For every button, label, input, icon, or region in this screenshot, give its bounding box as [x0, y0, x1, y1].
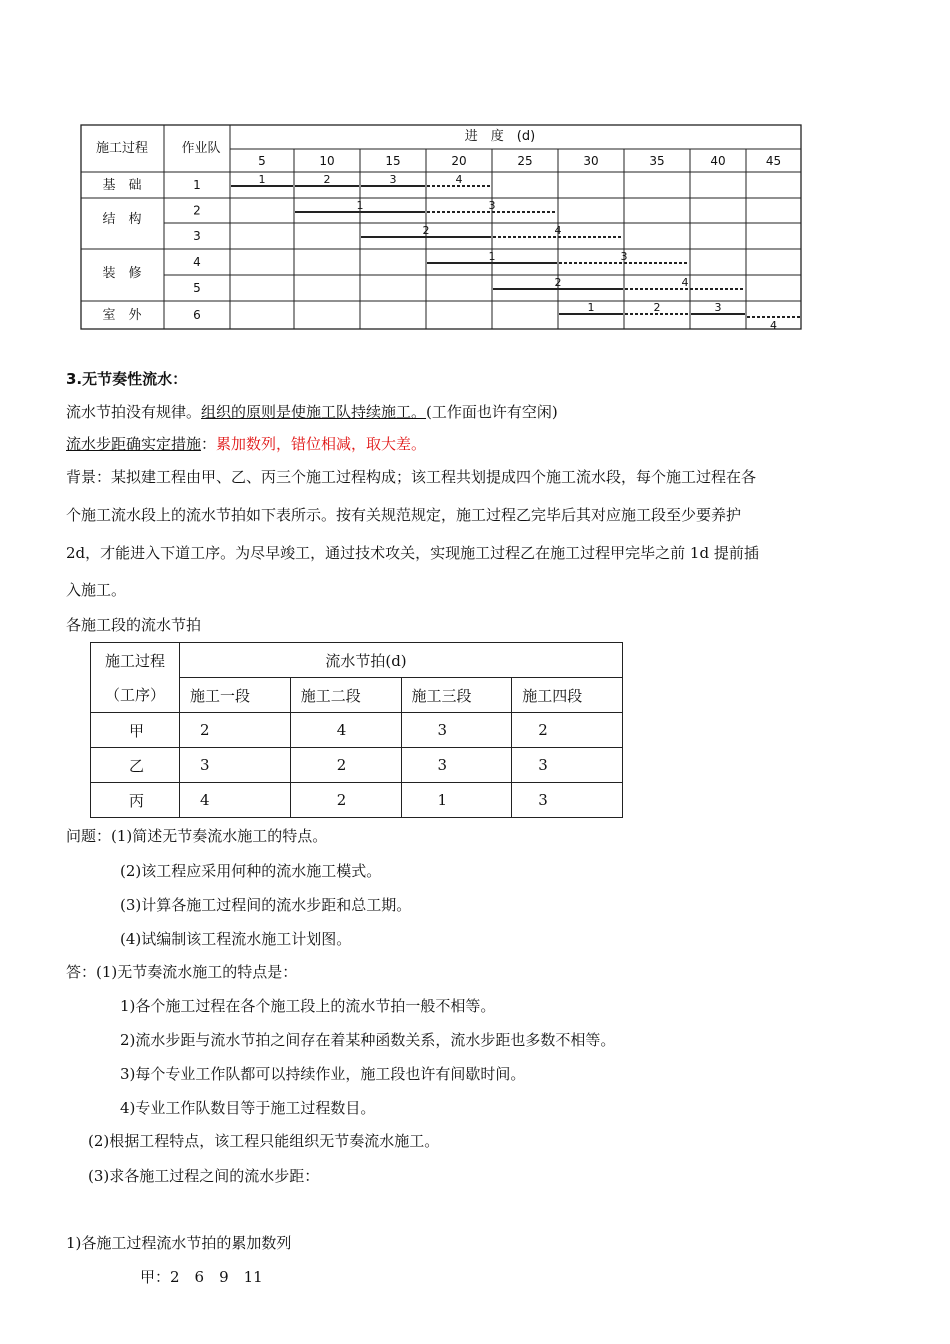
beat-table: [90, 642, 623, 818]
cumulative-series-jia: 甲：2 6 9 11: [140, 1268, 263, 1286]
background-line-2: 个施工流水段上的流水节拍如下表所示。按有关规范规定，施工过程乙完毕后其对应施工段至少要养护: [66, 506, 742, 524]
progress-tick-label: 30: [583, 154, 599, 168]
answer-1-point-1: 1)各个施工过程在各个施工段上的流水节拍一般不相等。: [120, 997, 496, 1015]
progress-tick-label: 45: [765, 154, 782, 168]
schedule-bar-label: 4: [770, 319, 777, 332]
question-4: (4)试编制该工程流水施工计划图。: [120, 930, 352, 948]
schedule-bar-label: 2: [653, 301, 661, 314]
schedule-header-progress: 进 度 (d): [464, 129, 536, 144]
cell-value: 3: [512, 748, 623, 783]
answer-1-point-3: 3)每个专业工作队都可以持续作业，施工段也许有间歇时间。: [120, 1065, 526, 1083]
progress-tick-label: 5: [258, 154, 266, 168]
text-step-method-label: 流水步距确实定措施: [66, 435, 202, 453]
cell-value: 2: [290, 748, 401, 783]
cell-value: 3: [401, 713, 512, 748]
progress-tick-label: 15: [385, 154, 401, 168]
process-label: 结 构: [102, 212, 142, 227]
schedule-bar-label: 2: [323, 173, 331, 186]
text-workspace-note: (工作面也许有空闲): [426, 403, 558, 421]
progress-tick-label: 35: [649, 154, 665, 168]
schedule-bar-label: 3: [714, 301, 722, 314]
header-segment-2: 施工二段: [290, 678, 401, 713]
team-label: 3: [193, 229, 201, 243]
team-label: 2: [193, 203, 201, 218]
table-subheader-row: [91, 678, 623, 713]
progress-schedule-chart: [80, 124, 804, 332]
section-heading: 3.无节奏性流水：: [66, 370, 188, 388]
header-segment-4: 施工四段: [512, 678, 623, 713]
process-label: 基 础: [102, 178, 142, 193]
header-beat: 流水节拍(d): [180, 643, 623, 678]
table-row: [91, 713, 623, 748]
process-label: 装 修: [102, 266, 142, 281]
cell-value: 1: [401, 783, 512, 818]
schedule-bar-label: 3: [620, 250, 628, 263]
answer-2: (2)根据工程特点，该工程只能组织无节奏流水施工。: [88, 1132, 440, 1150]
cell-value: 4: [290, 713, 401, 748]
header-process-2: （工序）: [91, 678, 180, 713]
answer-1-point-2: 2)流水步距与流水节拍之间存在着某种函数关系，流水步距也多数不相等。: [120, 1031, 616, 1049]
background-line-3: 2d，才能进入下道工序。为尽早竣工，通过技术攻关，实现施工过程乙在施工过程甲完毕之前 1d 提前插: [66, 544, 759, 562]
schedule-bar-label: 4: [681, 276, 689, 289]
cell-value: 2: [290, 783, 401, 818]
progress-tick-label: 40: [710, 154, 726, 168]
text-no-rule: 流水节拍没有规律。: [66, 403, 202, 421]
text-colon: ：: [201, 435, 217, 453]
progress-tick-label: 20: [451, 154, 467, 168]
question-3: (3)计算各施工过程间的流水步距和总工期。: [120, 896, 412, 914]
answer-1-point-4: 4)专业工作队数目等于施工过程数目。: [120, 1099, 376, 1117]
progress-tick-label: 10: [319, 154, 335, 168]
row-name: 乙: [91, 748, 180, 783]
header-process-1: 施工过程: [91, 643, 180, 678]
cell-value: 4: [180, 783, 291, 818]
team-label: 4: [193, 255, 201, 269]
header-segment-1: 施工一段: [180, 678, 291, 713]
table-caption: 各施工段的流水节拍: [66, 616, 202, 634]
schedule-bar-label: 2: [554, 276, 562, 289]
schedule-bar-label: 1: [488, 250, 496, 263]
text-principle: 组织的原则是使施工队持续施工。: [201, 403, 427, 421]
team-label: 1: [193, 178, 201, 192]
team-label: 6: [193, 308, 201, 322]
row-name: 甲: [91, 713, 180, 748]
schedule-bar-label: 1: [356, 199, 364, 212]
table-header-row: [91, 643, 623, 678]
background-line-4: 入施工。: [66, 581, 127, 599]
process-label: 室 外: [102, 308, 142, 323]
cell-value: 2: [512, 713, 623, 748]
schedule-bar-label: 1: [587, 301, 595, 314]
table-row: [91, 748, 623, 783]
question-2: (2)该工程应采用何种的流水施工模式。: [120, 862, 382, 880]
schedule-bar-label: 4: [455, 173, 463, 186]
cell-value: 2: [180, 713, 291, 748]
answer-1: 答：(1)无节奏流水施工的特点是：: [66, 963, 298, 981]
paragraph-beat-rule: [66, 402, 558, 422]
cell-value: 3: [180, 748, 291, 783]
schedule-header-process: 施工过程: [95, 141, 149, 156]
schedule-bar-label: 4: [554, 224, 562, 237]
schedule-bar-label: 2: [422, 224, 430, 237]
team-label: 5: [193, 281, 201, 295]
row-name: 丙: [91, 783, 180, 818]
schedule-bar-label: 1: [258, 173, 266, 186]
schedule-bar-label: 3: [488, 199, 496, 212]
table-row: [91, 783, 623, 818]
header-segment-3: 施工三段: [401, 678, 512, 713]
paragraph-step-method: [66, 434, 426, 454]
cell-value: 3: [512, 783, 623, 818]
progress-tick-label: 25: [517, 154, 533, 168]
schedule-bar-label: 3: [389, 173, 397, 186]
answer-3-step-1: 1)各施工过程流水节拍的累加数列: [66, 1234, 292, 1252]
question-1: 问题：(1)简述无节奏流水施工的特点。: [66, 827, 328, 845]
text-step-method-rule: 累加数列，错位相减，取大差。: [216, 435, 427, 453]
cell-value: 3: [401, 748, 512, 783]
schedule-header-team: 作业队: [181, 141, 221, 156]
answer-3: (3)求各施工过程之间的流水步距：: [88, 1167, 320, 1185]
background-line-1: 背景：某拟建工程由甲、乙、丙三个施工过程构成；该工程共划提成四个施工流水段，每个施工过程在各: [66, 468, 757, 486]
